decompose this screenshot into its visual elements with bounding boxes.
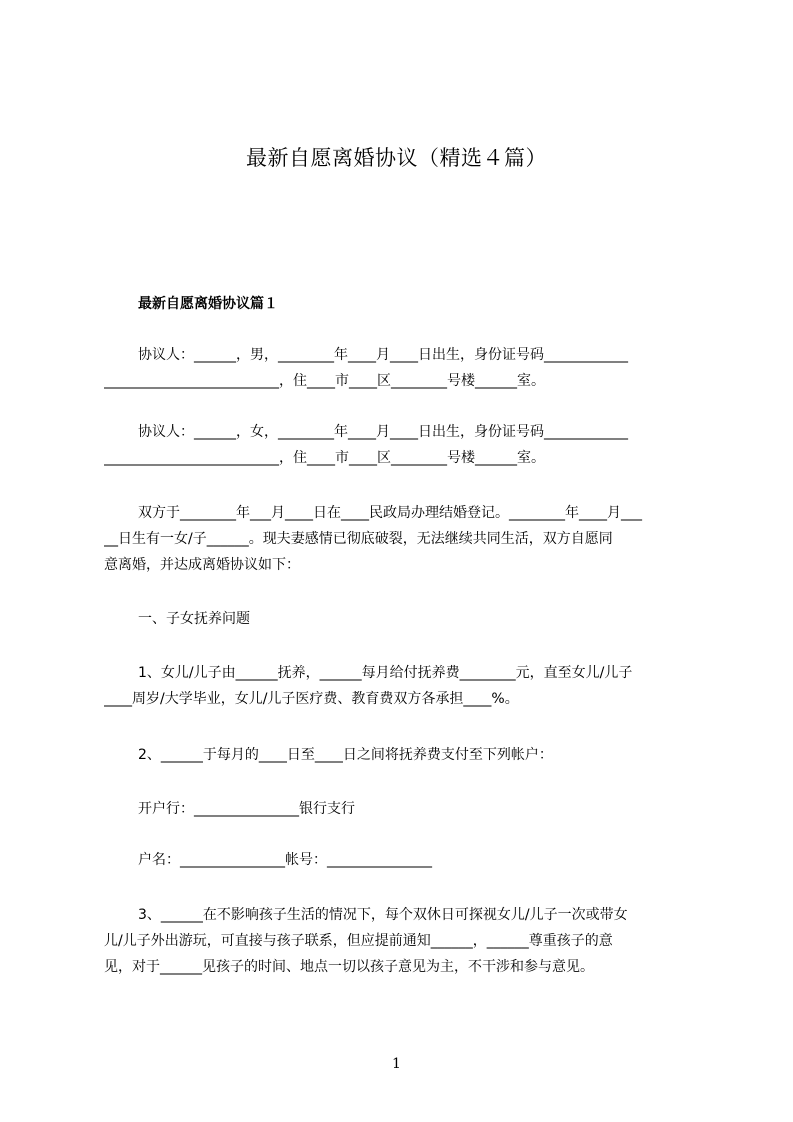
paragraph-custody-clause-1 bbox=[104, 660, 710, 712]
paragraph-child-custody-heading bbox=[104, 606, 710, 632]
paragraph-party-male bbox=[104, 342, 710, 394]
paragraph-line: 1、女儿/儿子由______抚养，______每月给付抚养费________元，直至女儿/儿子 bbox=[138, 665, 633, 681]
paragraph-line: 开户行：_______________银行支行 bbox=[138, 801, 355, 817]
paragraph-line: 一、子女抚养问题 bbox=[138, 611, 250, 627]
paragraph-line: 儿/儿子外出游玩，可直接与孩子联系，但应提前通知______，______尊重孩子的意 bbox=[104, 933, 613, 949]
paragraph-line: _________________________，住____市____区________号楼______室。 bbox=[104, 450, 545, 466]
paragraph-line: 3、______在不影响孩子生活的情况下，每个双休日可探视女儿/儿子一次或带女 bbox=[138, 907, 628, 923]
paragraph-line: 双方于________年___月____日在____民政局办理结婚登记。________年____月___ bbox=[138, 505, 642, 521]
paragraph-line: 户名：_______________帐号：_______________ bbox=[138, 852, 432, 868]
paragraph-line: 见，对于______见孩子的时间、地点一切以孩子意见为主，不干涉和参与意见。 bbox=[104, 959, 594, 975]
paragraph-line: 意离婚，并达成离婚协议如下： bbox=[104, 557, 300, 573]
paragraph-custody-clause-2 bbox=[104, 742, 710, 768]
paragraph-marriage-registration bbox=[104, 500, 710, 578]
page-number: 1 bbox=[392, 1056, 401, 1072]
paragraph-line: _________________________，住____市____区________号楼______室。 bbox=[104, 373, 545, 389]
section-heading: 最新自愿离婚协议篇１ bbox=[138, 296, 278, 312]
paragraph-party-female bbox=[104, 419, 710, 471]
document-title: 最新自愿离婚协议（精选４篇） bbox=[246, 146, 547, 170]
paragraph-line: 2、______于每月的____日至____日之间将抚养费支付至下列帐户： bbox=[138, 747, 553, 763]
paragraph-bank-branch bbox=[104, 796, 710, 822]
paragraph-account-name bbox=[104, 847, 710, 873]
paragraph-line: __日生有一女/子______。现夫妻感情已彻底破裂，无法继续共同生活，双方自愿同 bbox=[104, 531, 613, 547]
paragraph-custody-clause-3 bbox=[104, 902, 710, 980]
paragraph-line: ____周岁/大学毕业，女儿/儿子医疗费、教育费双方各承担____%。 bbox=[104, 691, 519, 707]
paragraph-line: 协议人：______，男，________年____月____日出生，身份证号码____________ bbox=[138, 347, 628, 363]
paragraph-line: 协议人：______，女，________年____月____日出生，身份证号码____________ bbox=[138, 424, 628, 440]
